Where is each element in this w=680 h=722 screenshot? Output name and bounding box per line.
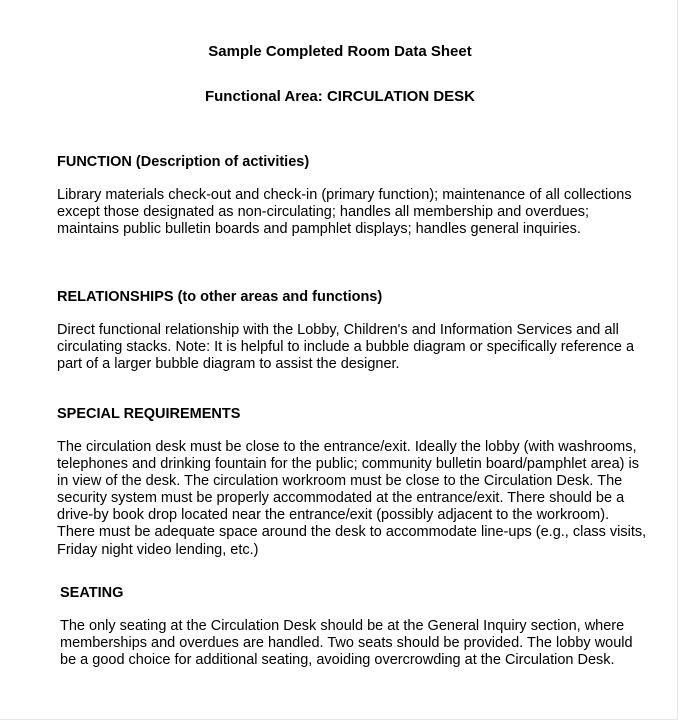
document-subtitle: Functional Area: CIRCULATION DESK	[204, 88, 475, 105]
document-title: Sample Completed Room Data Sheet	[208, 43, 472, 60]
section-heading-function: FUNCTION (Description of activities)	[57, 154, 310, 170]
section-body-seating: The only seating at the Circulation Desk should be at the General Inquiry section, where memberships and overdues are handled. Two seats should be provided. The lobby would be a good choice for additional seating, avoiding overcrowding at the Circulation Desk.	[60, 618, 633, 669]
section-body-relationships: Direct functional relationship with the Lobby, Children's and Information Services and all circulating stacks. Note: It is helpful to include a bubble diagram or specifically reference a part of a larger bubble diagram to assist the designer.	[57, 322, 635, 373]
section-heading-special-requirements: SPECIAL REQUIREMENTS	[57, 406, 241, 422]
section-body-special-requirements: The circulation desk must be close to the entrance/exit. Ideally the lobby (with washrooms, telephones and drinking fountain for the public; community bulletin board/pamphlet area) is in view of the desk. The circulation workroom must be close to the Circulation Desk. The security system must be properly accommodated at the entrance/exit. There should be a drive-by book drop located near the entrance/exit (possibly adjacent to the workroom). There must be adequate space around the desk to accommodate line-ups (e.g., class visits, Friday night video lending, etc.)	[57, 439, 647, 558]
section-body-function: Library materials check-out and check-in (primary function); maintenance of all collections except those designated as non-circulating; handles all membership and overdues; maintains public bulletin boards and pamphlet displays; handles general inquiries.	[57, 187, 632, 238]
section-heading-seating: SEATING	[60, 585, 124, 601]
section-heading-relationships: RELATIONSHIPS (to other areas and functions)	[57, 289, 383, 305]
